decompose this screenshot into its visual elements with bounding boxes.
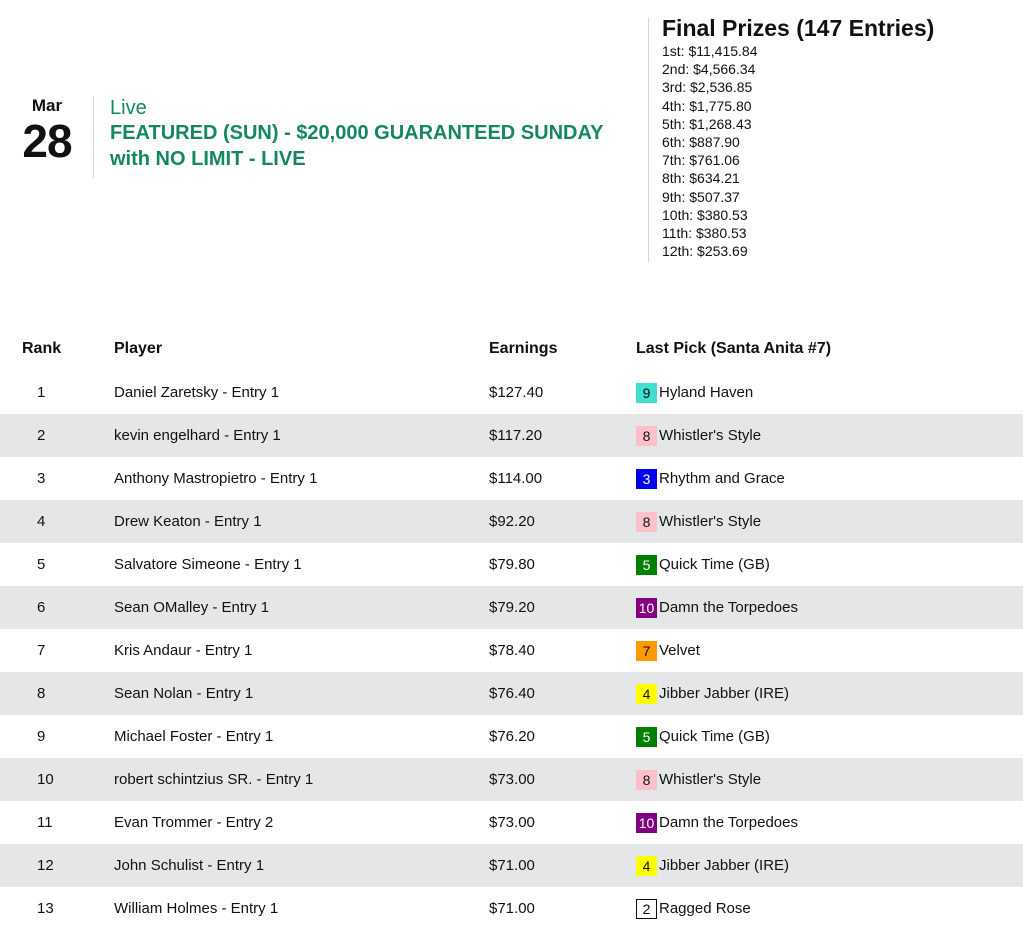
prize-item: 2nd: $4,566.34 [662, 61, 756, 78]
table-row[interactable] [0, 629, 1023, 672]
standings-body [0, 371, 1023, 929]
last-pick [636, 641, 700, 661]
player-cell[interactable]: kevin engelhard - Entry 1 [111, 414, 487, 457]
horse-name: Jibber Jabber (IRE) [659, 857, 790, 874]
last-pick [636, 598, 798, 618]
saddle-cloth-badge: 7 [636, 641, 657, 661]
header-earnings: Earnings [489, 340, 558, 357]
earnings-cell: $92.20 [487, 500, 621, 543]
last-pick [636, 383, 753, 403]
saddle-cloth-badge: 2 [636, 899, 657, 919]
saddle-cloth-badge: 5 [636, 727, 657, 747]
last-pick [636, 813, 798, 833]
last-pick-cell [621, 672, 1023, 715]
rank-cell: 2 [0, 414, 111, 457]
horse-name: Whistler's Style [659, 771, 762, 788]
saddle-cloth-badge: 4 [636, 684, 657, 704]
divider [93, 96, 94, 178]
rank-cell: 4 [0, 500, 111, 543]
last-pick-cell [621, 758, 1023, 801]
event-date [14, 96, 80, 166]
prize-item: 7th: $761.06 [662, 152, 740, 169]
player-cell[interactable]: robert schintzius SR. - Entry 1 [111, 758, 487, 801]
earnings-cell: $78.40 [489, 642, 535, 659]
player-cell[interactable]: Daniel Zaretsky - Entry 1 [114, 384, 280, 401]
horse-name: Damn the Torpedoes [659, 599, 798, 616]
earnings-cell: $71.00 [489, 900, 535, 917]
last-pick [636, 469, 785, 489]
saddle-cloth-badge: 3 [636, 469, 657, 489]
table-header-row [0, 327, 1023, 371]
horse-name: Jibber Jabber (IRE) [659, 685, 790, 702]
last-pick-cell [621, 801, 1023, 844]
horse-name: Whistler's Style [659, 427, 762, 444]
horse-name: Whistler's Style [659, 513, 762, 530]
table-row[interactable] [0, 715, 1023, 758]
earnings-cell: $117.20 [487, 414, 621, 457]
table-row[interactable] [0, 887, 1023, 929]
header-last-pick: Last Pick (Santa Anita #7) [636, 340, 832, 357]
last-pick-cell [621, 715, 1023, 758]
rank-cell: 7 [37, 642, 46, 659]
player-cell[interactable]: Drew Keaton - Entry 1 [111, 500, 487, 543]
horse-name: Ragged Rose [659, 900, 751, 917]
earnings-cell: $79.20 [487, 586, 621, 629]
horse-name: Damn the Torpedoes [659, 814, 798, 831]
table-row[interactable] [0, 844, 1023, 887]
prize-item: 12th: $253.69 [662, 243, 748, 260]
player-cell[interactable]: Michael Foster - Entry 1 [114, 728, 274, 745]
player-cell[interactable]: Kris Andaur - Entry 1 [114, 642, 253, 659]
table-row[interactable] [0, 586, 1023, 629]
final-prizes-title: Final Prizes (147 Entries) [662, 15, 935, 41]
divider [648, 18, 649, 262]
prize-item: 10th: $380.53 [662, 206, 748, 223]
prize-item: 5th: $1,268.43 [662, 115, 752, 132]
table-row[interactable] [0, 414, 1023, 457]
rank-cell: 9 [37, 728, 46, 745]
saddle-cloth-badge: 5 [636, 555, 657, 575]
earnings-cell: $73.00 [489, 814, 535, 831]
player-cell[interactable]: Anthony Mastropietro - Entry 1 [114, 470, 318, 487]
horse-name: Rhythm and Grace [659, 470, 785, 487]
rank-cell: 12 [0, 844, 111, 887]
last-pick-cell [621, 887, 1023, 929]
earnings-cell: $127.40 [489, 384, 544, 401]
table-row[interactable] [0, 371, 1023, 414]
last-pick-cell [621, 414, 1023, 457]
player-cell[interactable]: Evan Trommer - Entry 2 [114, 814, 274, 831]
table-row[interactable] [0, 457, 1023, 500]
rank-cell: 3 [37, 470, 46, 487]
rank-cell: 10 [0, 758, 111, 801]
prize-item: 3rd: $2,536.85 [662, 79, 753, 96]
last-pick [636, 770, 761, 790]
prize-item: 8th: $634.21 [662, 170, 740, 187]
rank-cell: 13 [37, 900, 54, 917]
last-pick [636, 856, 789, 876]
saddle-cloth-badge: 8 [636, 426, 657, 446]
last-pick-cell [621, 629, 1023, 672]
standings-table [0, 327, 1023, 929]
earnings-cell: $76.20 [489, 728, 535, 745]
prize-item: 9th: $507.37 [662, 188, 740, 205]
saddle-cloth-badge: 10 [636, 813, 657, 833]
prize-list [662, 42, 934, 260]
last-pick-cell [621, 543, 1023, 586]
horse-name: Hyland Haven [659, 384, 754, 401]
rank-cell: 8 [0, 672, 111, 715]
earnings-cell: $76.40 [487, 672, 621, 715]
event-header [110, 96, 630, 172]
player-cell[interactable]: Sean Nolan - Entry 1 [111, 672, 487, 715]
player-cell[interactable]: John Schulist - Entry 1 [111, 844, 487, 887]
saddle-cloth-badge: 8 [636, 512, 657, 532]
earnings-cell: $73.00 [487, 758, 621, 801]
horse-name: Quick Time (GB) [659, 728, 770, 745]
prize-item: 6th: $887.90 [662, 134, 740, 151]
event-status: Live [110, 97, 147, 119]
event-title[interactable]: FEATURED (SUN) - $20,000 GUARANTEED SUNDAY with NO LIMIT - LIVE [110, 122, 604, 170]
last-pick [636, 555, 770, 575]
table-row[interactable] [0, 500, 1023, 543]
last-pick [636, 512, 761, 532]
last-pick [636, 684, 789, 704]
table-row[interactable] [0, 543, 1023, 586]
last-pick [636, 426, 761, 446]
rank-cell: 1 [37, 384, 46, 401]
horse-name: Quick Time (GB) [659, 556, 770, 573]
rank-cell: 5 [37, 556, 46, 573]
last-pick-cell [621, 586, 1023, 629]
prize-item: 4th: $1,775.80 [662, 97, 752, 114]
last-pick-cell [621, 844, 1023, 887]
earnings-cell: $79.80 [489, 556, 535, 573]
last-pick-cell [621, 500, 1023, 543]
last-pick-cell [621, 371, 1023, 414]
last-pick [636, 727, 770, 747]
table-row[interactable] [0, 801, 1023, 844]
rank-cell: 11 [37, 814, 53, 831]
event-day: 28 [22, 115, 72, 167]
earnings-cell: $114.00 [489, 470, 543, 487]
player-cell[interactable]: Sean OMalley - Entry 1 [111, 586, 487, 629]
table-row[interactable] [0, 758, 1023, 801]
last-pick-cell [621, 457, 1023, 500]
header-rank: Rank [22, 340, 62, 357]
saddle-cloth-badge: 10 [636, 598, 657, 618]
saddle-cloth-badge: 4 [636, 856, 657, 876]
horse-name: Velvet [659, 642, 700, 659]
header-player: Player [114, 340, 163, 357]
final-prizes [662, 14, 934, 260]
player-cell[interactable]: Salvatore Simeone - Entry 1 [114, 556, 302, 573]
event-month: Mar [31, 96, 63, 115]
prize-item: 11th: $380.53 [662, 225, 747, 242]
saddle-cloth-badge: 8 [636, 770, 657, 790]
saddle-cloth-badge: 9 [636, 383, 657, 403]
last-pick [636, 899, 751, 919]
rank-cell: 6 [0, 586, 111, 629]
player-cell[interactable]: William Holmes - Entry 1 [114, 900, 279, 917]
prize-item: 1st: $11,415.84 [662, 43, 758, 59]
table-row[interactable] [0, 672, 1023, 715]
earnings-cell: $71.00 [487, 844, 621, 887]
